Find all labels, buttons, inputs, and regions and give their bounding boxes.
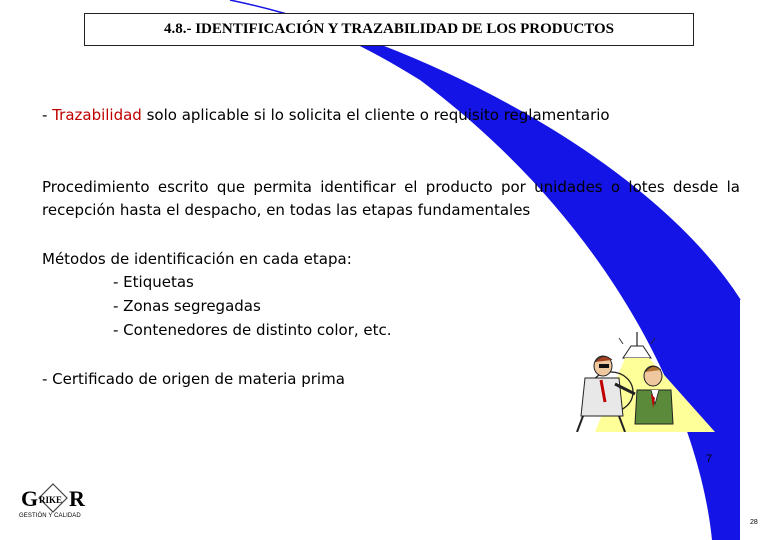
svg-text:RIKE: RIKE [39,495,63,505]
slide-title: 4.8.- IDENTIFICACIÓN Y TRAZABILIDAD DE LOS PRODUCTOS [84,13,694,46]
bullet-trazabilidad [42,104,610,127]
inspection-illustration [555,332,715,432]
keyword-trazabilidad: Trazabilidad [52,106,142,124]
bullet-rest: solo aplicable si lo solicita el cliente o requisito reglamentario [141,106,610,124]
svg-text:G: G [21,486,39,511]
corner-mark: 7 [706,453,713,465]
bullet-dash: - [42,106,53,124]
procedure-paragraph: Procedimiento escrito que permita identificar el producto por unidades o lotes desde la recepción hasta el despacho, en todas las etapas fundamentales [42,178,740,219]
logo-tagline: GESTIÓN Y CALIDAD [19,513,81,519]
methods-heading: Métodos de identificación en cada etapa: [42,250,352,268]
svg-text:R: R [69,486,85,511]
method-item: - Zonas segregadas [113,297,261,315]
page-number: 28 [750,519,758,526]
method-item: - Etiquetas [113,273,194,291]
method-item: - Contenedores de distinto color, etc. [113,321,392,339]
bullet-certificado: - Certificado de origen de materia prima [42,370,345,388]
